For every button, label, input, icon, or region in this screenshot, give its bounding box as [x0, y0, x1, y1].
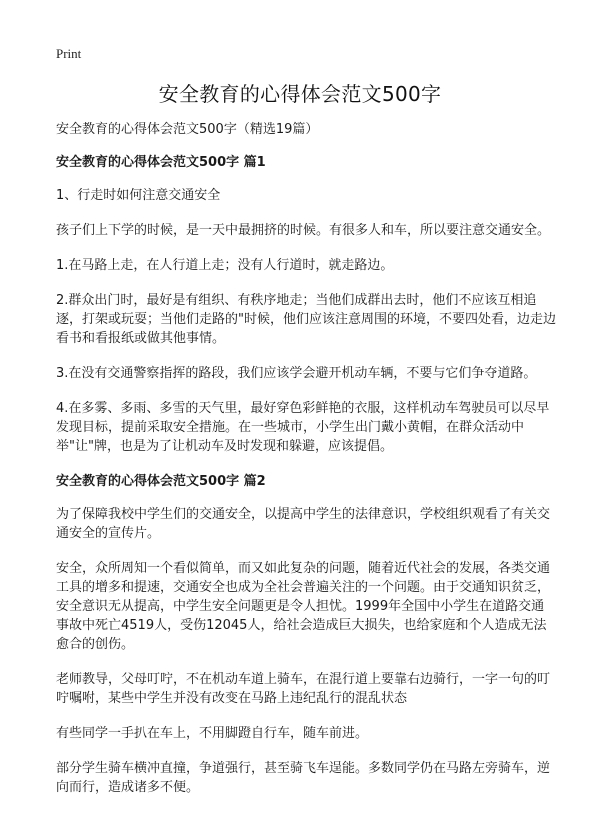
- section-heading-2: 安全教育的心得体会范文500字 篇2: [56, 474, 266, 489]
- paragraph: 3.在没有交通警察指挥的路段，我们应该学会避开机动车辆，不要与它们争夺道路。: [56, 366, 537, 381]
- paragraph: 2.群众出门时，最好是有组织、有秩序地走；当他们成群出去时，他们不应该互相追逐，打架或玩耍；当他们走路的"时候，他们应该注意周围的环境，不要四处看，边走边看书和看报纸或做其他事情。: [56, 293, 556, 346]
- document-subtitle: 安全教育的心得体会范文500字（精选19篇）: [56, 122, 319, 137]
- paragraph: 为了保障我校中学生们的交通安全，以提高中学生的法律意识，学校组织观看了有关交通安全的宣传片。: [56, 507, 551, 541]
- document-body: [56, 120, 556, 813]
- section-heading-1: 安全教育的心得体会范文500字 篇1: [56, 155, 266, 170]
- paragraph: 有些同学一手扒在车上，不用脚蹬自行车，随车前进。: [56, 726, 369, 741]
- paragraph: 1、行走时如何注意交通安全: [56, 188, 221, 203]
- paragraph: 孩子们上下学的时候，是一天中最拥挤的时候。有很多人和车，所以要注意交通安全。: [56, 223, 551, 238]
- print-link[interactable]: Print: [56, 46, 82, 61]
- paragraph: 4.在多雾、多雨、多雪的天气里，最好穿色彩鲜艳的衣服，这样机动车驾驶员可以尽早发现目标，提前采取安全措施。在一些城市，小学生出门戴小黄帽，在群众活动中举"让"牌，也是为了让机动车及时发现和躲避，应该提倡。: [56, 401, 550, 454]
- page-title: 安全教育的心得体会范文500字: [158, 82, 442, 106]
- paragraph: 老师教导，父母叮咛，不在机动车道上骑车，在混行道上要靠右边骑行，一字一句的叮咛嘱咐，某些中学生并没有改变在马路上违纪乱行的混乱状态: [56, 672, 551, 706]
- paragraph: 部分学生骑车横冲直撞，争道强行，甚至骑飞车逞能。多数同学仍在马路左旁骑车，逆向而行，造成诸多不便。: [56, 761, 551, 795]
- paragraph: 1.在马路上走，在人行道上走；没有人行道时，就走路边。: [56, 258, 394, 273]
- paragraph: 安全，众所周知一个看似简单，而又如此复杂的问题，随着近代社会的发展，各类交通工具的增多和提速，交通安全也成为全社会普遍关注的一个问题。由于交通知识贫乏，安全意识无从提高，中学生安全问题更是令人担忧。1999年全国中小学生在道路交通事故中死亡4519人，受伤12045人，给社会造成巨大损失，也给家庭和个人造成无法愈合的创伤。: [56, 561, 551, 652]
